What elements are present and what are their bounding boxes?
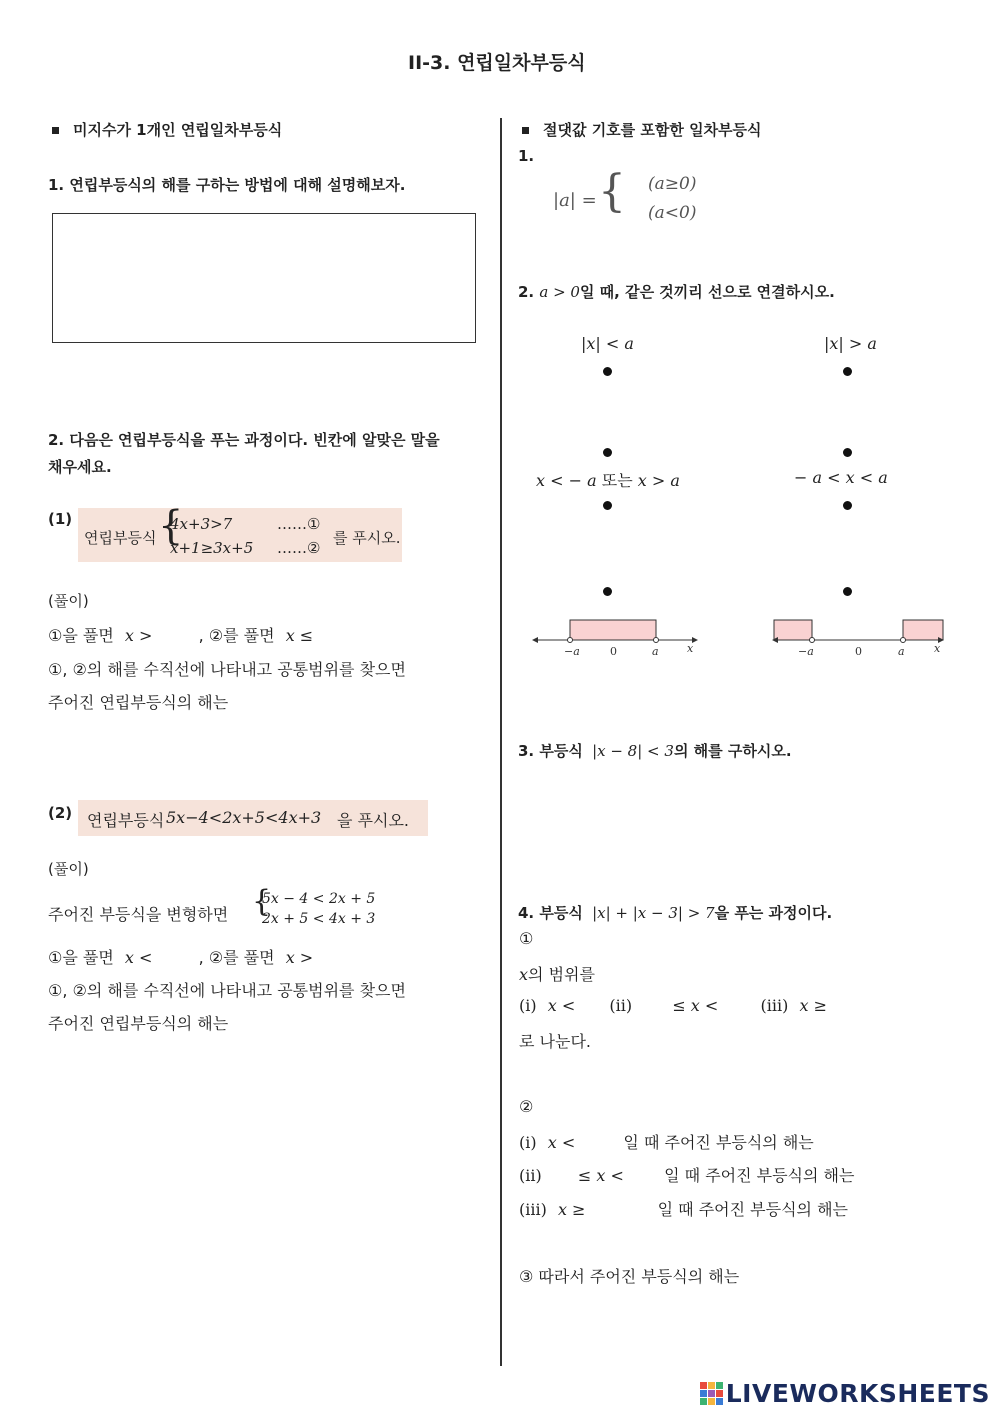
bullet-icon [52,127,59,134]
right-q4-step3: ③ 따라서 주어진 부등식의 해는 [519,1267,740,1286]
tick-a: a [652,645,659,658]
open-point-a-2 [901,638,906,643]
right-q4-case1 [519,1130,814,1153]
match-dot-bottom-right[interactable] [843,587,852,596]
left-section-heading-text: 미지수가 1개인 연립일차부등식 [73,121,283,139]
blank-x-le: x ≤ [285,626,314,645]
right-q2-cond: a > 0 [539,283,580,301]
open-point-neg-a [568,638,573,643]
problem-1-suffix: 를 푸시오. [333,529,401,547]
shaded-interval [570,620,656,640]
column-divider [500,118,502,1366]
question-2-line2: 채우세요. [48,458,112,476]
match-dot-mid-right-top[interactable] [843,448,852,457]
right-q4-step1: ① [519,929,534,948]
case-iii: (iii) [760,996,789,1015]
text-solve-1: ①을 풀면 [48,626,114,645]
right-q4-range [519,962,595,985]
right-q3-c: 의 해를 구하시오. [673,742,792,760]
case3-x: x ≥ [557,1200,586,1219]
bullet-icon-2 [522,127,529,134]
shaded-right-ray [903,620,943,640]
brace-icon-3: { [598,166,626,217]
right-q4-divide: 로 나눈다. [519,1032,591,1051]
problem-1-solution-label: (풀이) [48,592,89,610]
right-q2-num: 2. [518,283,535,301]
tick-x-2: x [934,642,941,655]
right-q4-a: 4. 부등식 [518,904,583,922]
case2-label: (ii) [519,1166,542,1185]
right-q2 [518,281,835,302]
problem-1-tag1: ……① [277,515,321,533]
number-line-inside [530,612,702,660]
liveworksheets-logo [700,1379,990,1408]
blank-x-gt-2: x > [285,948,314,967]
open-point-neg-a-2 [810,638,815,643]
tick-neg-a: −a [564,645,580,658]
blank-x-gt: x > [124,626,153,645]
abs-case1: (a≥0) [648,174,697,194]
problem-2-suffix: 을 푸시오. [337,811,409,830]
shaded-left-ray [774,620,812,640]
case1-label: (i) [519,1133,537,1152]
right-section-heading [522,119,762,140]
right-q4-cases [519,996,827,1015]
right-q4 [518,902,832,923]
problem-1-line1 [48,623,313,646]
match-mid-left-a: x < − a [536,471,597,490]
match-dot-top-right[interactable] [843,367,852,376]
right-q3-ineq: |x − 8| < 3 [592,742,674,760]
problem-2-prefix: 연립부등식 [87,811,165,830]
tick-zero-2: 0 [855,645,862,658]
arrow-left-icon [532,637,538,643]
right-q4-c: 을 푸는 과정이다. [714,904,833,922]
problem-1-line2: ①, ②의 해를 수직선에 나타내고 공통범위를 찾으면 [48,660,406,679]
match-dot-top-left[interactable] [603,367,612,376]
case1-x: x < [547,1133,576,1152]
problem-2-sys2: 2x + 5 < 4x + 3 [262,911,376,927]
blank-x-lt: x < [124,948,153,967]
match-mid-left-c: x > a [637,471,680,490]
page-title: II-3. 연립일차부등식 [408,52,586,74]
problem-2-line3: ①, ②의 해를 수직선에 나타내고 공통범위를 찾으면 [48,981,406,1000]
match-dot-mid-left-top[interactable] [603,448,612,457]
problem-2-label: (2) [48,804,73,822]
text-solve-2: , ②를 풀면 [198,626,275,645]
right-q1-label: 1. [518,147,535,165]
right-q4-case2 [519,1163,854,1186]
case-ii-x: ≤ x < [672,996,719,1015]
right-q4-ineq: |x| + |x − 3| > 7 [592,904,715,922]
problem-1-line3: 주어진 연립부등식의 해는 [48,693,229,712]
abs-case2: (a<0) [648,203,697,223]
logo-text: LIVEWORKSHEETS [725,1379,990,1408]
open-point-a [654,638,659,643]
case-iii-x: x ≥ [799,996,827,1015]
logo-grid-icon [700,1382,723,1405]
question-2-line1: 2. 다음은 연립부등식을 푸는 과정이다. 빈칸에 알맞은 말을 [48,431,440,449]
case1-text: 일 때 주어진 부등식의 해는 [623,1133,814,1152]
case-i-x: x < [547,996,576,1015]
case2-x: ≤ x < [577,1166,624,1185]
match-top-left: |x| < a [581,334,634,353]
problem-1-ineq2: x+1≥3x+5 [170,539,254,557]
problem-2-line1: 주어진 부등식을 변형하면 [48,905,229,924]
brace-icon-2: { [252,884,272,919]
answer-box-q1[interactable] [52,213,476,343]
match-top-right: |x| > a [824,334,877,353]
match-mid-left-b: 또는 [601,471,633,490]
right-q4-range-text: 의 범위를 [528,965,595,984]
problem-2-solution-label: (풀이) [48,860,89,878]
tick-zero: 0 [610,645,617,658]
text-solve-3: ①을 풀면 [48,948,114,967]
right-q4-range-x: x [519,965,529,984]
right-section-heading-text: 절댓값 기호를 포함한 일차부등식 [543,121,762,139]
left-section-heading [52,119,282,140]
text-solve-4: , ②를 풀면 [198,948,275,967]
problem-1-label: (1) [48,510,73,528]
question-1: 1. 연립부등식의 해를 구하는 방법에 대해 설명해보자. [48,176,406,194]
match-dot-bottom-left[interactable] [603,587,612,596]
problem-2-ineq: 5x−4<2x+5<4x+3 [166,808,322,827]
case2-text: 일 때 주어진 부등식의 해는 [664,1166,855,1185]
right-q2-text: 일 때, 같은 것끼리 선으로 연결하시오. [579,283,835,301]
match-mid-left [536,468,680,491]
match-mid-right: − a < x < a [794,468,888,487]
match-dot-mid-right-bottom[interactable] [843,501,852,510]
right-q3-a: 3. 부등식 [518,742,583,760]
problem-2-line2 [48,945,313,968]
problem-2-sys1: 5x − 4 < 2x + 5 [262,891,376,907]
number-line-outside [770,612,946,660]
right-q3 [518,740,792,761]
problem-1-ineq1: 4x+3>7 [170,515,233,533]
tick-x: x [687,642,694,655]
brace-icon: { [158,503,184,549]
case-ii: (ii) [609,996,633,1015]
tick-neg-a-2: −a [798,645,814,658]
case-i: (i) [519,996,537,1015]
case3-label: (iii) [519,1200,547,1219]
abs-def-lhs: |a| = [553,190,597,211]
problem-1-prefix: 연립부등식 [84,529,157,547]
tick-a-2: a [898,645,905,658]
problem-1-tag2: ……② [277,539,321,557]
problem-2-line4: 주어진 연립부등식의 해는 [48,1014,229,1033]
right-q4-case3 [519,1197,848,1220]
case3-text: 일 때 주어진 부등식의 해는 [657,1200,849,1219]
right-q4-step2: ② [519,1097,534,1116]
match-dot-mid-left-bottom[interactable] [603,501,612,510]
